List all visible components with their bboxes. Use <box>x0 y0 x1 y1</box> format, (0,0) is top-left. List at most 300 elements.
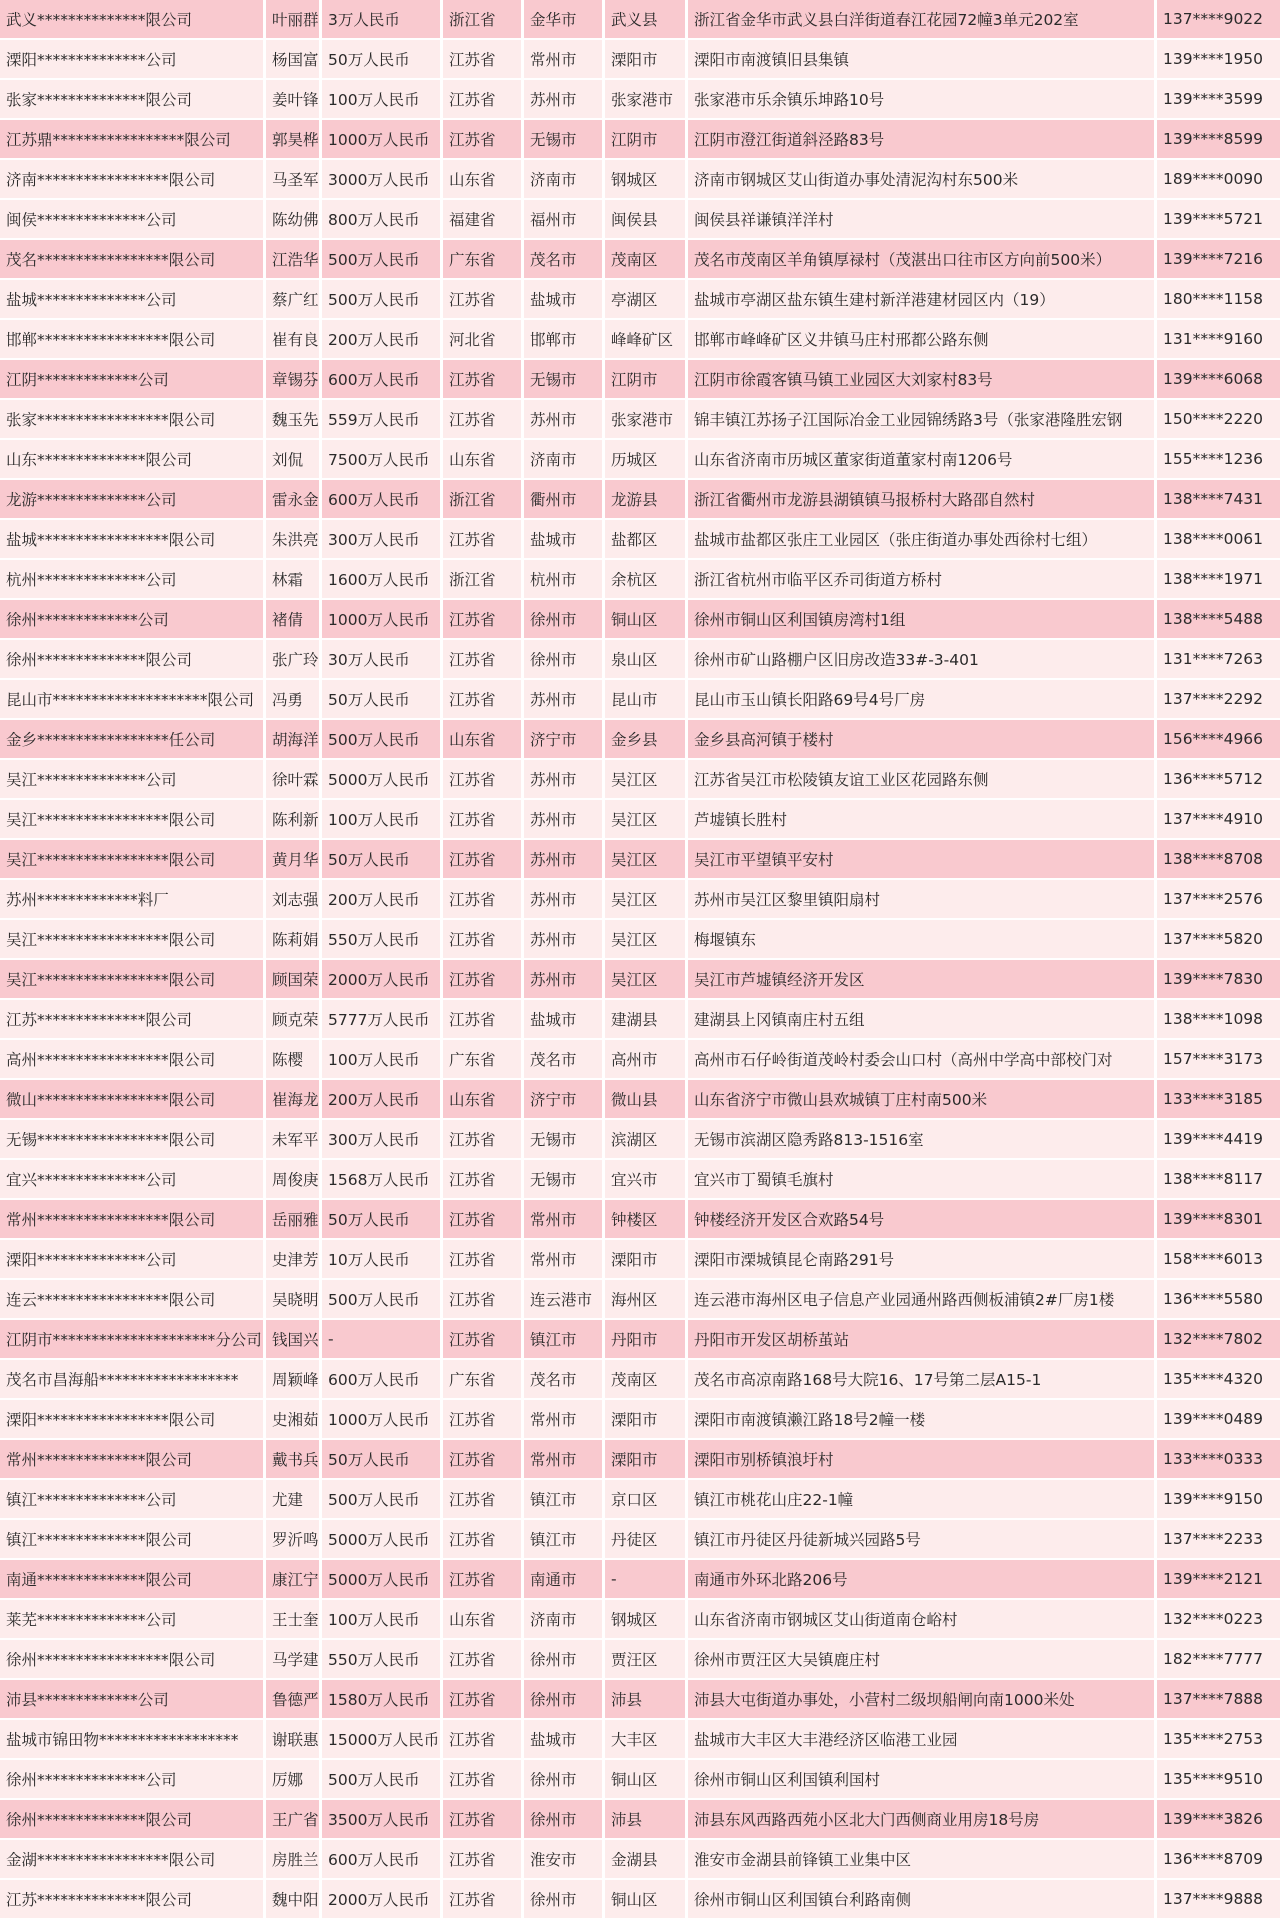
phone-cell: 137****9022 <box>1157 0 1280 40</box>
table-row <box>0 1840 1280 1880</box>
table-row <box>0 600 1280 640</box>
registered-capital-cell: 10万人民币 <box>322 1240 443 1280</box>
phone-cell: 131****7263 <box>1157 640 1280 680</box>
registered-capital-cell: 50万人民币 <box>322 40 443 80</box>
district-cell: 余杭区 <box>605 560 688 600</box>
registered-capital-cell: 500万人民币 <box>322 1760 443 1800</box>
district-cell: 溧阳市 <box>605 40 688 80</box>
company-name-cell: 微山*****************限公司 <box>0 1080 266 1120</box>
district-cell: 大丰区 <box>605 1720 688 1760</box>
province-cell: 江苏省 <box>443 1400 524 1440</box>
company-name-cell: 溧阳**************公司 <box>0 40 266 80</box>
province-cell: 江苏省 <box>443 1120 524 1160</box>
company-name-cell: 连云*****************限公司 <box>0 1280 266 1320</box>
legal-person-cell: 钱国兴 <box>266 1320 322 1360</box>
company-name-cell: 茂名*****************限公司 <box>0 240 266 280</box>
legal-person-cell: 顾克荣 <box>266 1000 322 1040</box>
company-name-cell: 溧阳**************公司 <box>0 1240 266 1280</box>
address-cell: 芦墟镇长胜村 <box>688 800 1157 840</box>
city-cell: 济南市 <box>524 440 605 480</box>
legal-person-cell: 史湘茹 <box>266 1400 322 1440</box>
registered-capital-cell: 1580万人民币 <box>322 1680 443 1720</box>
registered-capital-cell: 7500万人民币 <box>322 440 443 480</box>
district-cell: 沛县 <box>605 1800 688 1840</box>
city-cell: 苏州市 <box>524 760 605 800</box>
legal-person-cell: 崔海龙 <box>266 1080 322 1120</box>
city-cell: 无锡市 <box>524 360 605 400</box>
table-row <box>0 440 1280 480</box>
district-cell: 铜山区 <box>605 1880 688 1920</box>
phone-cell: 135****4320 <box>1157 1360 1280 1400</box>
registered-capital-cell: 5000万人民币 <box>322 760 443 800</box>
phone-cell: 138****8117 <box>1157 1160 1280 1200</box>
district-cell: 丹徒区 <box>605 1520 688 1560</box>
address-cell: 南通市外环北路206号 <box>688 1560 1157 1600</box>
legal-person-cell: 冯勇 <box>266 680 322 720</box>
province-cell: 江苏省 <box>443 1800 524 1840</box>
address-cell: 吴江市平望镇平安村 <box>688 840 1157 880</box>
company-name-cell: 徐州**************公司 <box>0 1760 266 1800</box>
city-cell: 徐州市 <box>524 1800 605 1840</box>
phone-cell: 157****3173 <box>1157 1040 1280 1080</box>
province-cell: 江苏省 <box>443 520 524 560</box>
address-cell: 锦丰镇江苏扬子江国际冶金工业园锦绣路3号（张家港隆胜宏钢 <box>688 400 1157 440</box>
legal-person-cell: 史津芳 <box>266 1240 322 1280</box>
address-cell: 梅堰镇东 <box>688 920 1157 960</box>
phone-cell: 132****7802 <box>1157 1320 1280 1360</box>
city-cell: 金华市 <box>524 0 605 40</box>
district-cell: 江阴市 <box>605 120 688 160</box>
province-cell: 江苏省 <box>443 1880 524 1920</box>
address-cell: 徐州市铜山区利国镇台利路南侧 <box>688 1880 1157 1920</box>
registered-capital-cell: 100万人民币 <box>322 800 443 840</box>
registered-capital-cell: 1000万人民币 <box>322 120 443 160</box>
city-cell: 福州市 <box>524 200 605 240</box>
city-cell: 无锡市 <box>524 1120 605 1160</box>
address-cell: 邯郸市峰峰矿区义井镇马庄村邢都公路东侧 <box>688 320 1157 360</box>
province-cell: 江苏省 <box>443 1640 524 1680</box>
province-cell: 山东省 <box>443 160 524 200</box>
phone-cell: 135****2753 <box>1157 1720 1280 1760</box>
phone-cell: 138****8708 <box>1157 840 1280 880</box>
company-name-cell: 龙游**************公司 <box>0 480 266 520</box>
province-cell: 广东省 <box>443 240 524 280</box>
phone-cell: 137****4910 <box>1157 800 1280 840</box>
address-cell: 建湖县上冈镇南庄村五组 <box>688 1000 1157 1040</box>
province-cell: 山东省 <box>443 720 524 760</box>
province-cell: 江苏省 <box>443 1840 524 1880</box>
district-cell: 钢城区 <box>605 160 688 200</box>
district-cell: 吴江区 <box>605 960 688 1000</box>
province-cell: 江苏省 <box>443 1280 524 1320</box>
city-cell: 济南市 <box>524 1600 605 1640</box>
province-cell: 浙江省 <box>443 560 524 600</box>
address-cell: 浙江省杭州市临平区乔司街道方桥村 <box>688 560 1157 600</box>
registered-capital-cell: 100万人民币 <box>322 1600 443 1640</box>
table-row <box>0 480 1280 520</box>
province-cell: 江苏省 <box>443 1000 524 1040</box>
legal-person-cell: 马圣军 <box>266 160 322 200</box>
city-cell: 常州市 <box>524 40 605 80</box>
city-cell: 邯郸市 <box>524 320 605 360</box>
registered-capital-cell: 600万人民币 <box>322 1840 443 1880</box>
address-cell: 茂名市高凉南路168号大院16、17号第二层A15-1 <box>688 1360 1157 1400</box>
phone-cell: 138****7431 <box>1157 480 1280 520</box>
phone-cell: 139****6068 <box>1157 360 1280 400</box>
company-name-cell: 山东**************限公司 <box>0 440 266 480</box>
province-cell: 江苏省 <box>443 840 524 880</box>
registered-capital-cell: 200万人民币 <box>322 1080 443 1120</box>
district-cell: 溧阳市 <box>605 1440 688 1480</box>
registered-capital-cell: 300万人民币 <box>322 1120 443 1160</box>
registered-capital-cell: 1600万人民币 <box>322 560 443 600</box>
table-row <box>0 1640 1280 1680</box>
legal-person-cell: 岳丽雅 <box>266 1200 322 1240</box>
address-cell: 沛县东风西路西苑小区北大门西侧商业用房18号房 <box>688 1800 1157 1840</box>
city-cell: 常州市 <box>524 1200 605 1240</box>
table-row <box>0 1680 1280 1720</box>
province-cell: 河北省 <box>443 320 524 360</box>
registered-capital-cell: 3000万人民币 <box>322 160 443 200</box>
address-cell: 浙江省金华市武义县白洋街道春江花园72幢3单元202室 <box>688 0 1157 40</box>
registered-capital-cell: - <box>322 1320 443 1360</box>
company-name-cell: 江阴市*********************分公司 <box>0 1320 266 1360</box>
table-row <box>0 1520 1280 1560</box>
phone-cell: 137****2576 <box>1157 880 1280 920</box>
company-name-cell: 江苏鼎*****************限公司 <box>0 120 266 160</box>
company-name-cell: 常州*****************限公司 <box>0 1200 266 1240</box>
company-name-cell: 吴江*****************限公司 <box>0 840 266 880</box>
province-cell: 江苏省 <box>443 920 524 960</box>
registered-capital-cell: 5000万人民币 <box>322 1560 443 1600</box>
phone-cell: 139****5721 <box>1157 200 1280 240</box>
district-cell: 铜山区 <box>605 600 688 640</box>
legal-person-cell: 王士奎 <box>266 1600 322 1640</box>
address-cell: 钟楼经济开发区合欢路54号 <box>688 1200 1157 1240</box>
city-cell: 徐州市 <box>524 1760 605 1800</box>
company-name-cell: 昆山市********************限公司 <box>0 680 266 720</box>
legal-person-cell: 王广省 <box>266 1800 322 1840</box>
province-cell: 江苏省 <box>443 800 524 840</box>
address-cell: 沛县大屯街道办事处，小营村二级坝船闸向南1000米处 <box>688 1680 1157 1720</box>
table-row <box>0 120 1280 160</box>
phone-cell: 137****7888 <box>1157 1680 1280 1720</box>
table-row <box>0 1200 1280 1240</box>
district-cell: 建湖县 <box>605 1000 688 1040</box>
phone-cell: 139****0489 <box>1157 1400 1280 1440</box>
city-cell: 盐城市 <box>524 280 605 320</box>
district-cell: 昆山市 <box>605 680 688 720</box>
registered-capital-cell: 550万人民币 <box>322 1640 443 1680</box>
table-row <box>0 400 1280 440</box>
address-cell: 镇江市桃花山庄22-1幢 <box>688 1480 1157 1520</box>
legal-person-cell: 杨国富 <box>266 40 322 80</box>
city-cell: 济宁市 <box>524 1080 605 1120</box>
district-cell: 峰峰矿区 <box>605 320 688 360</box>
province-cell: 山东省 <box>443 440 524 480</box>
phone-cell: 138****0061 <box>1157 520 1280 560</box>
registered-capital-cell: 50万人民币 <box>322 1200 443 1240</box>
address-cell: 盐城市大丰区大丰港经济区临港工业园 <box>688 1720 1157 1760</box>
table-row <box>0 160 1280 200</box>
table-row <box>0 1880 1280 1920</box>
company-name-cell: 徐州*************公司 <box>0 600 266 640</box>
table-row <box>0 1600 1280 1640</box>
city-cell: 常州市 <box>524 1400 605 1440</box>
registered-capital-cell: 2000万人民币 <box>322 960 443 1000</box>
registered-capital-cell: 3万人民币 <box>322 0 443 40</box>
legal-person-cell: 吴晓明 <box>266 1280 322 1320</box>
registered-capital-cell: 1568万人民币 <box>322 1160 443 1200</box>
company-name-cell: 镇江**************限公司 <box>0 1520 266 1560</box>
company-name-cell: 杭州**************公司 <box>0 560 266 600</box>
legal-person-cell: 尤建 <box>266 1480 322 1520</box>
company-name-cell: 吴江*****************限公司 <box>0 960 266 1000</box>
phone-cell: 182****7777 <box>1157 1640 1280 1680</box>
registered-capital-cell: 500万人民币 <box>322 1480 443 1520</box>
registered-capital-cell: 50万人民币 <box>322 840 443 880</box>
legal-person-cell: 刘志强 <box>266 880 322 920</box>
company-name-cell: 张家**************限公司 <box>0 80 266 120</box>
legal-person-cell: 姜叶锋 <box>266 80 322 120</box>
district-cell: 吴江区 <box>605 800 688 840</box>
district-cell: 吴江区 <box>605 760 688 800</box>
table-row <box>0 640 1280 680</box>
table-row <box>0 720 1280 760</box>
table-row <box>0 280 1280 320</box>
district-cell: 盐都区 <box>605 520 688 560</box>
phone-cell: 155****1236 <box>1157 440 1280 480</box>
district-cell: 江阴市 <box>605 360 688 400</box>
registered-capital-cell: 50万人民币 <box>322 680 443 720</box>
registered-capital-cell: 50万人民币 <box>322 1440 443 1480</box>
registered-capital-cell: 1000万人民币 <box>322 600 443 640</box>
phone-cell: 138****5488 <box>1157 600 1280 640</box>
address-cell: 连云港市海州区电子信息产业园通州路西侧板浦镇2#厂房1楼 <box>688 1280 1157 1320</box>
address-cell: 徐州市铜山区利国镇利国村 <box>688 1760 1157 1800</box>
registered-capital-cell: 30万人民币 <box>322 640 443 680</box>
address-cell: 高州市石仔岭街道茂岭村委会山口村（高州中学高中部校门对 <box>688 1040 1157 1080</box>
legal-person-cell: 章锡芬 <box>266 360 322 400</box>
table-row <box>0 920 1280 960</box>
phone-cell: 135****9510 <box>1157 1760 1280 1800</box>
table-row <box>0 880 1280 920</box>
district-cell: 海州区 <box>605 1280 688 1320</box>
city-cell: 茂名市 <box>524 240 605 280</box>
phone-cell: 136****5580 <box>1157 1280 1280 1320</box>
table-row <box>0 1760 1280 1800</box>
company-name-cell: 溧阳*****************限公司 <box>0 1400 266 1440</box>
company-name-cell: 江阴*************公司 <box>0 360 266 400</box>
district-cell: 吴江区 <box>605 840 688 880</box>
registered-capital-cell: 600万人民币 <box>322 360 443 400</box>
province-cell: 江苏省 <box>443 1200 524 1240</box>
province-cell: 江苏省 <box>443 1240 524 1280</box>
company-name-cell: 徐州**************限公司 <box>0 1800 266 1840</box>
district-cell: 沛县 <box>605 1680 688 1720</box>
legal-person-cell: 厉娜 <box>266 1760 322 1800</box>
table-row <box>0 1800 1280 1840</box>
city-cell: 徐州市 <box>524 640 605 680</box>
district-cell: 钟楼区 <box>605 1200 688 1240</box>
table-row <box>0 840 1280 880</box>
province-cell: 江苏省 <box>443 880 524 920</box>
province-cell: 江苏省 <box>443 1320 524 1360</box>
address-cell: 江阴市澄江街道斜泾路83号 <box>688 120 1157 160</box>
district-cell: 贾汪区 <box>605 1640 688 1680</box>
table-row <box>0 1320 1280 1360</box>
province-cell: 广东省 <box>443 1360 524 1400</box>
legal-person-cell: 陈莉娟 <box>266 920 322 960</box>
legal-person-cell: 陈樱 <box>266 1040 322 1080</box>
district-cell: 泉山区 <box>605 640 688 680</box>
company-name-cell: 张家*****************限公司 <box>0 400 266 440</box>
province-cell: 江苏省 <box>443 1560 524 1600</box>
province-cell: 江苏省 <box>443 1520 524 1560</box>
legal-person-cell: 胡海洋 <box>266 720 322 760</box>
city-cell: 济南市 <box>524 160 605 200</box>
registered-capital-cell: 200万人民币 <box>322 320 443 360</box>
company-name-cell: 高州*****************限公司 <box>0 1040 266 1080</box>
registered-capital-cell: 1000万人民币 <box>322 1400 443 1440</box>
address-cell: 盐城市盐都区张庄工业园区（张庄街道办事处西徐村七组） <box>688 520 1157 560</box>
address-cell: 宜兴市丁蜀镇毛旗村 <box>688 1160 1157 1200</box>
city-cell: 徐州市 <box>524 1680 605 1720</box>
district-cell: 张家港市 <box>605 400 688 440</box>
company-name-cell: 沛县*************公司 <box>0 1680 266 1720</box>
phone-cell: 137****2233 <box>1157 1520 1280 1560</box>
province-cell: 江苏省 <box>443 640 524 680</box>
district-cell: 龙游县 <box>605 480 688 520</box>
city-cell: 苏州市 <box>524 400 605 440</box>
province-cell: 江苏省 <box>443 600 524 640</box>
province-cell: 浙江省 <box>443 0 524 40</box>
table-row <box>0 320 1280 360</box>
phone-cell: 180****1158 <box>1157 280 1280 320</box>
legal-person-cell: 魏玉先 <box>266 400 322 440</box>
city-cell: 茂名市 <box>524 1040 605 1080</box>
company-name-cell: 金乡*****************任公司 <box>0 720 266 760</box>
legal-person-cell: 刘侃 <box>266 440 322 480</box>
legal-person-cell: 黄月华 <box>266 840 322 880</box>
registered-capital-cell: 500万人民币 <box>322 240 443 280</box>
company-name-cell: 苏州*************料厂 <box>0 880 266 920</box>
legal-person-cell: 雷永金 <box>266 480 322 520</box>
city-cell: 茂名市 <box>524 1360 605 1400</box>
company-name-cell: 武义**************限公司 <box>0 0 266 40</box>
address-cell: 山东省济南市历城区董家街道董家村南1206号 <box>688 440 1157 480</box>
province-cell: 江苏省 <box>443 1760 524 1800</box>
phone-cell: 131****9160 <box>1157 320 1280 360</box>
phone-cell: 132****0223 <box>1157 1600 1280 1640</box>
registered-capital-cell: 300万人民币 <box>322 520 443 560</box>
registered-capital-cell: 100万人民币 <box>322 80 443 120</box>
registered-capital-cell: 500万人民币 <box>322 1280 443 1320</box>
district-cell: 张家港市 <box>605 80 688 120</box>
address-cell: 江阴市徐霞客镇马镇工业园区大刘家村83号 <box>688 360 1157 400</box>
company-name-cell: 莱芜**************公司 <box>0 1600 266 1640</box>
province-cell: 福建省 <box>443 200 524 240</box>
company-name-cell: 吴江*****************限公司 <box>0 920 266 960</box>
province-cell: 江苏省 <box>443 40 524 80</box>
province-cell: 江苏省 <box>443 1720 524 1760</box>
table-row <box>0 520 1280 560</box>
district-cell: 武义县 <box>605 0 688 40</box>
company-name-cell: 宜兴**************公司 <box>0 1160 266 1200</box>
city-cell: 盐城市 <box>524 1720 605 1760</box>
city-cell: 常州市 <box>524 1440 605 1480</box>
legal-person-cell: 罗沂鸣 <box>266 1520 322 1560</box>
city-cell: 徐州市 <box>524 1880 605 1920</box>
table-row <box>0 360 1280 400</box>
company-name-cell: 江苏**************限公司 <box>0 1000 266 1040</box>
district-cell: 溧阳市 <box>605 1400 688 1440</box>
legal-person-cell: 鲁德严 <box>266 1680 322 1720</box>
phone-cell: 133****0333 <box>1157 1440 1280 1480</box>
registered-capital-cell: 500万人民币 <box>322 720 443 760</box>
province-cell: 江苏省 <box>443 400 524 440</box>
address-cell: 盐城市亭湖区盐东镇生建村新洋港建材园区内（19） <box>688 280 1157 320</box>
address-cell: 张家港市乐余镇乐坤路10号 <box>688 80 1157 120</box>
company-name-cell: 常州**************限公司 <box>0 1440 266 1480</box>
province-cell: 江苏省 <box>443 760 524 800</box>
district-cell: 京口区 <box>605 1480 688 1520</box>
legal-person-cell: 周颖峰 <box>266 1360 322 1400</box>
city-cell: 无锡市 <box>524 1160 605 1200</box>
registered-capital-cell: 559万人民币 <box>322 400 443 440</box>
address-cell: 济南市钢城区艾山街道办事处清泥沟村东500米 <box>688 160 1157 200</box>
table-row <box>0 1560 1280 1600</box>
table-row <box>0 1440 1280 1480</box>
city-cell: 淮安市 <box>524 1840 605 1880</box>
registered-capital-cell: 600万人民币 <box>322 1360 443 1400</box>
table-row <box>0 1280 1280 1320</box>
address-cell: 山东省济宁市微山县欢城镇丁庄村南500米 <box>688 1080 1157 1120</box>
table-row <box>0 680 1280 720</box>
table-row <box>0 40 1280 80</box>
address-cell: 昆山市玉山镇长阳路69号4号厂房 <box>688 680 1157 720</box>
city-cell: 苏州市 <box>524 680 605 720</box>
province-cell: 江苏省 <box>443 1480 524 1520</box>
table-row <box>0 760 1280 800</box>
city-cell: 镇江市 <box>524 1320 605 1360</box>
city-cell: 衢州市 <box>524 480 605 520</box>
city-cell: 盐城市 <box>524 1000 605 1040</box>
legal-person-cell: 房胜兰 <box>266 1840 322 1880</box>
table-row <box>0 1160 1280 1200</box>
district-cell: 高州市 <box>605 1040 688 1080</box>
legal-person-cell: 江浩华 <box>266 240 322 280</box>
city-cell: 镇江市 <box>524 1480 605 1520</box>
district-cell: 宜兴市 <box>605 1160 688 1200</box>
phone-cell: 139****9150 <box>1157 1480 1280 1520</box>
address-cell: 江苏省吴江市松陵镇友谊工业区花园路东侧 <box>688 760 1157 800</box>
legal-person-cell: 徐叶霖 <box>266 760 322 800</box>
district-cell: 滨湖区 <box>605 1120 688 1160</box>
district-cell: 溧阳市 <box>605 1240 688 1280</box>
phone-cell: 150****2220 <box>1157 400 1280 440</box>
phone-cell: 139****2121 <box>1157 1560 1280 1600</box>
table-row <box>0 1080 1280 1120</box>
province-cell: 浙江省 <box>443 480 524 520</box>
city-cell: 苏州市 <box>524 80 605 120</box>
address-cell: 溧阳市南渡镇旧县集镇 <box>688 40 1157 80</box>
province-cell: 江苏省 <box>443 80 524 120</box>
province-cell: 广东省 <box>443 1040 524 1080</box>
province-cell: 江苏省 <box>443 280 524 320</box>
legal-person-cell: 马学建 <box>266 1640 322 1680</box>
phone-cell: 139****8301 <box>1157 1200 1280 1240</box>
